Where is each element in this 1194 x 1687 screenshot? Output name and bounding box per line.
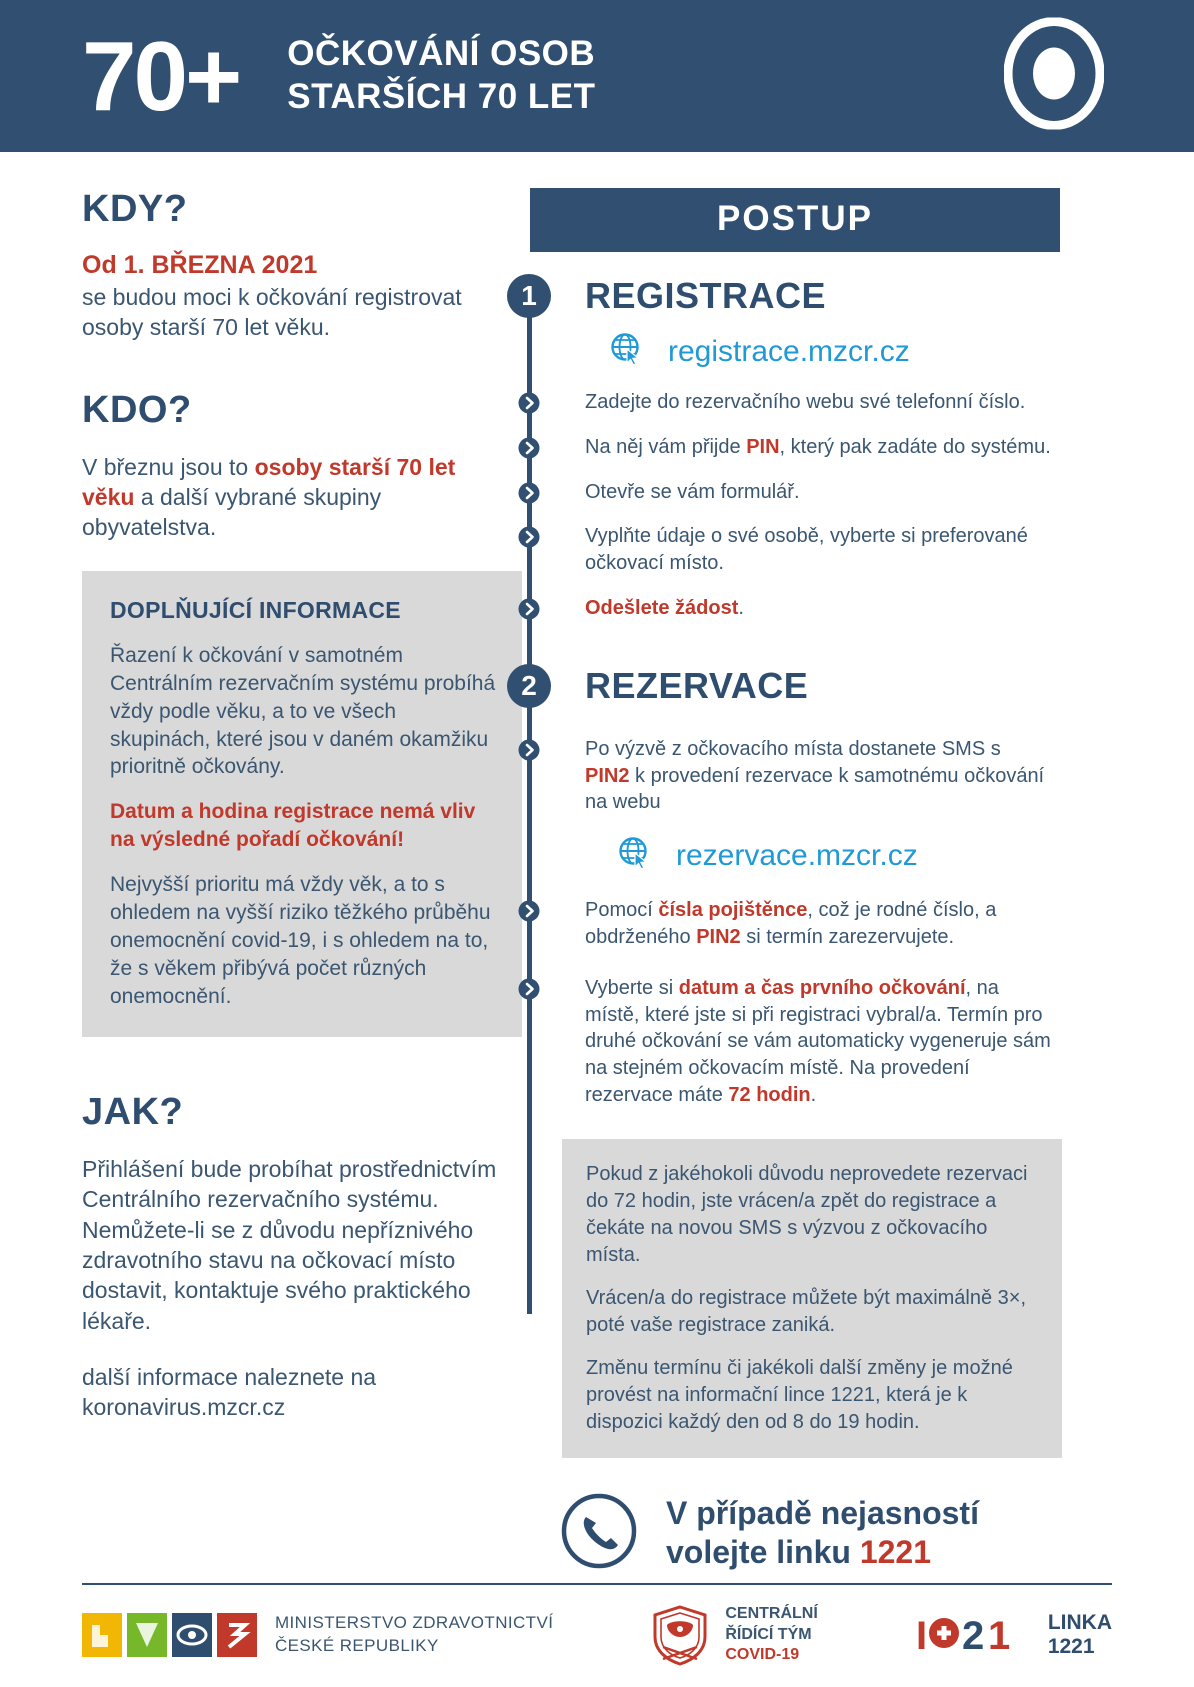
chevron-circle-icon	[507, 595, 551, 621]
step-2-bullet-1	[500, 736, 1104, 816]
crt-text	[725, 1604, 817, 1666]
rezervace-url[interactable]: rezervace.mzcr.cz	[676, 838, 918, 872]
linka-line2: 1221	[1047, 1635, 1095, 1658]
step-1-bullet-1	[500, 389, 1104, 416]
t-bold: Odešlete žádost	[585, 596, 739, 619]
poster-title-line2: STARŠÍCH 70 LET	[287, 77, 596, 116]
phone-circle-icon	[560, 1492, 638, 1575]
t-mid: , což je rodné číslo, a obdrženého	[585, 899, 997, 948]
svg-text:1: 1	[987, 1614, 1011, 1658]
registrace-url[interactable]: registrace.mzcr.cz	[668, 334, 910, 368]
ministry-logo-block	[82, 1612, 553, 1658]
ministry-line1: MINISTERSTVO ZDRAVOTNICTVÍ	[275, 1613, 554, 1633]
t2: .	[810, 1083, 817, 1106]
crt-line3: COVID-19	[725, 1646, 800, 1664]
footer-divider	[82, 1583, 1112, 1585]
rezervace-link-row[interactable]	[618, 836, 1104, 875]
helpline-banner	[560, 1492, 1104, 1575]
t: Na něj vám přijde	[585, 435, 747, 458]
poster-body	[0, 152, 1194, 1575]
step-2-bullet-2-text	[585, 897, 1040, 951]
mzcr-square-blue	[172, 1613, 212, 1657]
t-bold2: PIN2	[696, 925, 741, 948]
step-1-number: 1	[507, 274, 551, 318]
step-1-bullet-1-text: Zadejte do rezervačního webu své telefonní číslo.	[585, 391, 1026, 413]
kdo-body-bold: osoby starší 70 let věku	[82, 453, 456, 511]
mzcr-square-yellow	[82, 1613, 122, 1657]
czech-lion-emblem	[649, 1603, 711, 1667]
chevron-circle-icon	[507, 434, 551, 460]
t-bold: PIN2	[585, 764, 630, 787]
info-box-title: DOPLŇUJÍCÍ INFORMACE	[110, 596, 401, 623]
t: Po výzvě z očkovacího místa dostanete SMS s	[585, 737, 1001, 760]
step-1-bullet-4-text: Vyplňte údaje o své osobě, vyberte si preferované očkovací místo.	[585, 525, 1028, 575]
poster-title	[287, 33, 595, 118]
globe-cursor-icon	[618, 836, 652, 875]
mzcr-square-green	[127, 1613, 167, 1657]
step-2-bullet-1-text	[585, 736, 1045, 816]
age-badge: 70+	[82, 21, 240, 131]
step-2-bullet-2	[500, 897, 1104, 951]
mzcr-circle-logo	[1004, 18, 1104, 135]
t-bold: čísla pojištěnce	[658, 899, 808, 922]
postup-timeline	[500, 274, 1104, 1109]
step-1-title: REGISTRACE	[585, 275, 827, 316]
postup-header: POSTUP	[530, 188, 1060, 252]
doplnujici-informace-box	[82, 571, 522, 1037]
chevron-circle-icon	[507, 479, 551, 505]
jak-body: Přihlášení bude probíhat prostřednictvím Centrálního rezervačního systému. Nemůžete-li se z důvodu nepříznivého zdravotního stavu na očkovací místo dostavit, kontaktuje svého praktického lékaře.	[82, 1155, 497, 1334]
footer-logos-row	[82, 1603, 1112, 1687]
kdy-body: se budou moci k očkování registrovat osoby starší 70 let věku.	[82, 284, 462, 341]
t2: .	[738, 596, 744, 619]
info-box-para1: Řazení k očkování v samotném Centrálním rezervačním systému probíhá vždy podle věku, a to ve všech skupinách, které jsou v daném okamžiku prioritně očkovány.	[110, 643, 496, 779]
t: Vyberte si	[585, 976, 679, 999]
helpline-number: 1221	[859, 1534, 932, 1571]
note-para-1: Pokud z jakéhokoli důvodu neprovedete rezervaci do 72 hodin, jste vrácen/a zpět do registrace a čekáte na novou SMS s výzvou z očkovacího místa.	[586, 1162, 1028, 1266]
poster-title-line1: OČKOVÁNÍ OSOB	[287, 34, 596, 74]
mzcr-squares-logo	[82, 1613, 257, 1657]
t-bold: datum a čas prvního očkování	[678, 976, 966, 999]
svg-text:I: I	[915, 1614, 927, 1658]
left-column	[0, 152, 500, 1575]
chevron-circle-icon	[507, 975, 551, 1001]
t2: k provedení rezervace k samotnému očkování na webu	[585, 764, 1045, 814]
helpline-line2-pre: volejte linku	[666, 1534, 860, 1571]
kdo-body	[82, 452, 500, 543]
heading-kdo: KDO?	[82, 388, 192, 431]
more-info-label: další informace naleznete na	[82, 1364, 377, 1391]
linka-1221-mark	[914, 1609, 1034, 1661]
globe-cursor-icon	[610, 332, 644, 371]
helpline-line2	[666, 1533, 979, 1572]
mzcr-square-red	[217, 1613, 257, 1657]
crt-line1: CENTRÁLNÍ	[725, 1604, 818, 1622]
info-box-para2: Nejvyšší prioritu má vždy věk, a to s ohledem na vyšší riziko těžkého průběhu onemocnění covid-19, i s ohledem na to, že s věkem přibývá počet různých onemocnění.	[110, 873, 491, 1008]
koronavirus-link[interactable]: koronavirus.mzcr.cz	[82, 1394, 286, 1421]
step-2-bullet-3	[500, 975, 1104, 1109]
reservation-note-box	[562, 1139, 1062, 1458]
step-1-bullet-3	[500, 479, 1104, 506]
kdo-body-pre: V březnu jsou to	[82, 453, 255, 480]
step-2-header	[500, 664, 1104, 708]
chevron-circle-icon	[507, 736, 551, 762]
chevron-circle-icon	[507, 389, 551, 415]
t-mid: , na místě, které jste si při registraci vybral/a. Termín pro druhé očkování se vám automaticky vygeneruje sám na stejném očkovacím místě. Na provedení rezervace máte	[585, 976, 1051, 1106]
step-1-bullet-4	[500, 523, 1104, 577]
poster-header	[0, 0, 1194, 152]
poster-footer	[0, 1583, 1194, 1687]
right-column	[500, 152, 1194, 1575]
step-2-bullet-3-text	[585, 975, 1055, 1109]
t2: , který pak zadáte do systému.	[779, 435, 1051, 458]
step-1-bullet-2	[500, 434, 1104, 461]
step-1-header	[500, 274, 1104, 318]
step-1-bullet-5-text	[585, 595, 744, 622]
info-box-warning: Datum a hodina registrace nemá vliv na výsledné pořadí očkování!	[110, 800, 476, 852]
helpline-text	[666, 1494, 979, 1572]
chevron-circle-icon	[507, 523, 551, 549]
registrace-link-row[interactable]	[610, 332, 1104, 371]
linka-text	[1048, 1611, 1112, 1658]
step-1-bullet-5	[500, 595, 1104, 622]
svg-text:2: 2	[961, 1614, 985, 1658]
kdy-lead-date: Od 1. BŘEZNA 2021	[82, 251, 318, 279]
chevron-circle-icon	[507, 897, 551, 923]
step-1-bullet-2-text	[585, 434, 1051, 461]
t2: si termín zarezervujete.	[740, 925, 955, 948]
crt-logo-block	[649, 1603, 817, 1667]
note-para-3: Změnu termínu či jakékoli další změny je možné provést na informační lince 1221, která je k dispozici každý den od 8 do 19 hodin.	[586, 1356, 1013, 1433]
step-2-number: 2	[507, 664, 551, 708]
t-bold2: 72 hodin	[728, 1083, 811, 1106]
ministry-line2: ČESKÉ REPUBLIKY	[275, 1636, 439, 1655]
note-para-2: Vrácen/a do registrace můžete být maximálně 3×, poté vaše registrace zaniká.	[586, 1286, 1027, 1336]
step-1-bullet-3-text: Otevře se vám formulář.	[585, 480, 800, 503]
kdo-body-post: a další vybrané skupiny obyvatelstva.	[82, 484, 382, 541]
heading-jak: JAK?	[82, 1090, 184, 1133]
linka-line1: LINKA	[1047, 1611, 1112, 1635]
step-2-title: REZERVACE	[585, 664, 809, 706]
t: Pomocí	[585, 899, 659, 922]
heading-kdy: KDY?	[82, 188, 188, 230]
ministry-text	[275, 1612, 553, 1658]
linka-logo-block	[914, 1609, 1112, 1661]
t-bold: PIN	[746, 435, 780, 458]
helpline-line1: V případě nejasností	[666, 1495, 979, 1532]
crt-line2: ŘÍDÍCÍ TÝM	[725, 1625, 812, 1643]
